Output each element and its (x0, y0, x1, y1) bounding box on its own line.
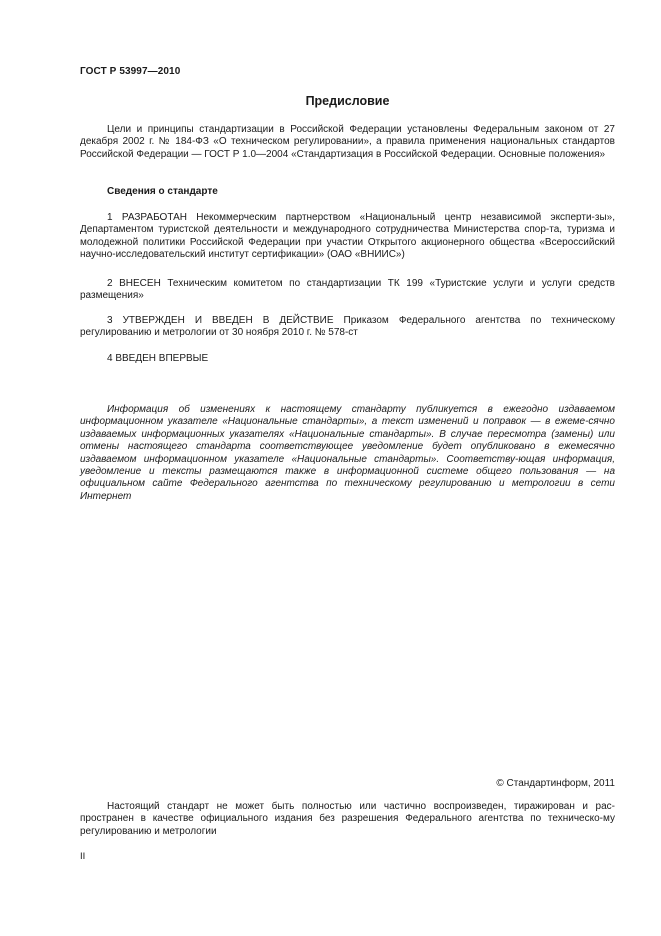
info-item-first-edition: 4 ВВЕДЕН ВПЕРВЫЕ (107, 353, 209, 364)
page-number: II (80, 851, 86, 862)
standard-code: ГОСТ Р 53997—2010 (80, 66, 181, 77)
standard-info-heading: Сведения о стандарте (107, 186, 218, 197)
info-item-developed: 1 РАЗРАБОТАН Некоммерческим партнерством «Национальный центр независимой эксперти-зы», Департаментом туристской деятельности и международного сотрудничества Министерства спор-та, туризма и молодежной политики Российской Федерации при участии Открытого акционерного общества «Всероссийский научно-исследовательский институт сертификации» (ОАО «ВНИИС») (80, 212, 615, 261)
change-information-notice: Информация об изменениях к настоящему стандарту публикуется в ежегодно издаваемом информационном указателе «Национальные стандарты», а текст изменений и поправок — в ежеме-сячно издаваемых информационных указателях «Национальные стандарты». В случае пересмотра (замены) или отмены настоящего стандарта соответствующее уведомление будет опубликовано в ежемесячно издаваемом информационном указателе «Национальные стандарты». Соответству-ющая информация, уведомление и тексты размещаются также в информационной системе общего пользования — на официальном сайте Федерального агентства по техническому регулированию и метрологии в сети Интернет (80, 404, 615, 502)
reproduction-notice: Настоящий стандарт не может быть полностью или частично воспроизведен, тиражирован и рас-пространен в качестве официального издания без разрешения Федерального агентства по техническо-му регулированию и метрологии (80, 801, 615, 837)
copyright-line: © Стандартинформ, 2011 (496, 778, 615, 789)
info-item-introduced: 2 ВНЕСЕН Техническим комитетом по стандартизации ТК 199 «Туристские услуги и услуги средств размещения» (80, 278, 615, 302)
info-item-approved: 3 УТВЕРЖДЕН И ВВЕДЕН В ДЕЙСТВИЕ Приказом Федерального агентства по техническому регулированию и метрологии от 30 ноября 2010 г. № 578-ст (80, 315, 615, 339)
preface-intro: Цели и принципы стандартизации в Российской Федерации установлены Федеральным законом от 27 декабря 2002 г. № 184-ФЗ «О техническом регулировании», а правила применения национальных стандартов Российской Федерации — ГОСТ Р 1.0—2004 «Стандартизация в Российской Федерации. Основные положения» (80, 124, 615, 160)
page-title: Предисловие (305, 94, 390, 108)
